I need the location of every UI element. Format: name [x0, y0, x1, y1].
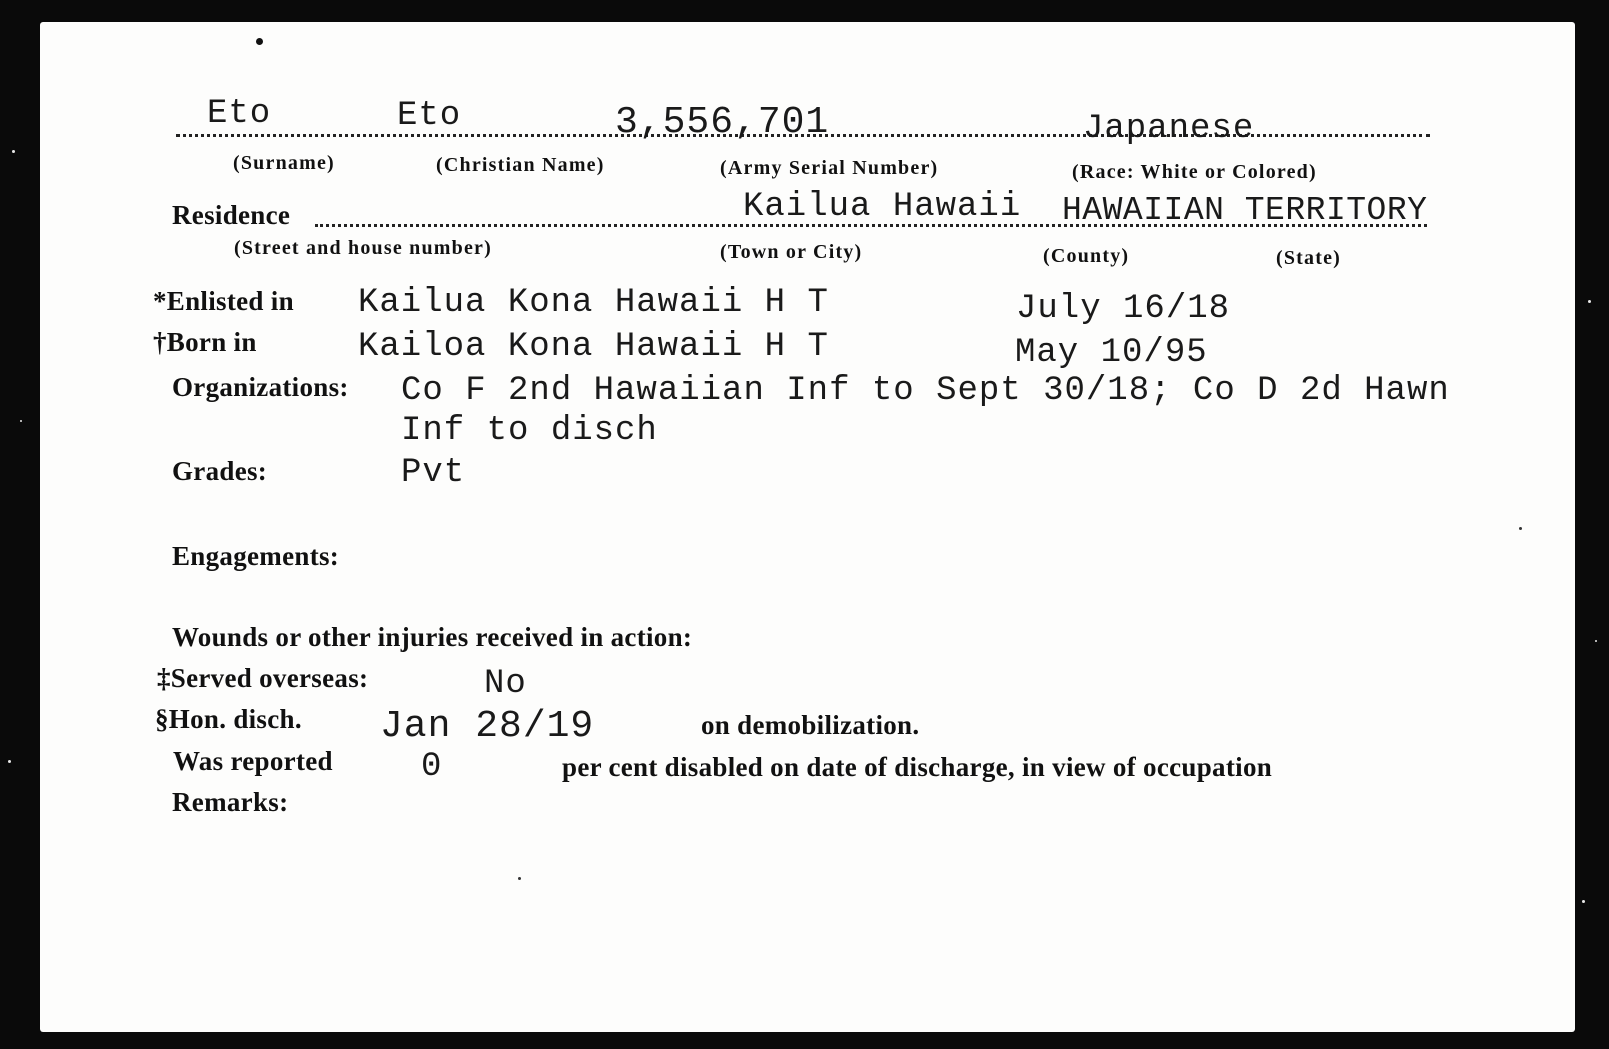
state-caption: (State)	[1276, 247, 1342, 269]
discharge-date-value: Jan 28/19	[380, 705, 595, 748]
scan-speck	[1588, 300, 1591, 303]
residence-town-value: Kailua Hawaii	[743, 188, 1022, 226]
race-value: Japanese	[1083, 110, 1255, 148]
grades-value: Pvt	[401, 454, 466, 492]
discharge-suffix: on demobilization.	[701, 710, 920, 740]
enlisted-label: *Enlisted in	[153, 286, 294, 316]
remarks-label: Remarks:	[172, 787, 289, 817]
born-place-value: Kailoa Kona Hawaii H T	[358, 328, 829, 366]
county-caption: (County)	[1043, 245, 1130, 267]
organizations-line-2: Inf to disch	[401, 412, 658, 450]
grades-label: Grades:	[172, 456, 268, 486]
overseas-value: No	[484, 665, 527, 703]
disability-suffix: per cent disabled on date of discharge, in view of occupation	[562, 752, 1273, 782]
race-caption: (Race: White or Colored)	[1072, 161, 1317, 183]
scan-speck	[8, 760, 11, 763]
disability-label: Was reported	[173, 746, 333, 776]
born-date-value: May 10/95	[1015, 334, 1208, 372]
serial-number-value: 3,556,701	[615, 101, 830, 144]
residence-state-value: HAWAIIAN TERRITORY	[1062, 192, 1428, 229]
organizations-label: Organizations:	[172, 372, 349, 402]
ink-dot	[1519, 527, 1522, 530]
residence-label: Residence	[172, 200, 291, 230]
overseas-label: ‡Served overseas:	[157, 663, 369, 693]
scan-speck	[1582, 900, 1585, 903]
surname-value: Eto	[207, 95, 272, 133]
discharge-label: §Hon. disch.	[155, 704, 302, 734]
street-caption: (Street and house number)	[234, 237, 492, 259]
ink-dot	[256, 38, 263, 45]
disability-percent-value: 0	[421, 748, 443, 786]
organizations-line-1: Co F 2nd Hawaiian Inf to Sept 30/18; Co D 2d Hawn	[401, 372, 1450, 410]
serial-number-caption: (Army Serial Number)	[720, 157, 939, 179]
christian-name-value: Eto	[397, 97, 462, 135]
born-label: †Born in	[153, 327, 257, 357]
enlisted-place-value: Kailua Kona Hawaii H T	[358, 284, 829, 322]
surname-caption: (Surname)	[233, 152, 335, 174]
engagements-label: Engagements:	[172, 541, 340, 571]
enlisted-date-value: July 16/18	[1016, 290, 1231, 328]
scan-speck	[12, 150, 15, 153]
scan-speck	[1595, 640, 1597, 642]
wounds-label: Wounds or other injuries received in action:	[172, 622, 693, 652]
scan-speck	[20, 420, 22, 422]
christian-name-caption: (Christian Name)	[436, 154, 605, 176]
ink-dot	[518, 877, 521, 880]
town-caption: (Town or City)	[720, 241, 863, 263]
